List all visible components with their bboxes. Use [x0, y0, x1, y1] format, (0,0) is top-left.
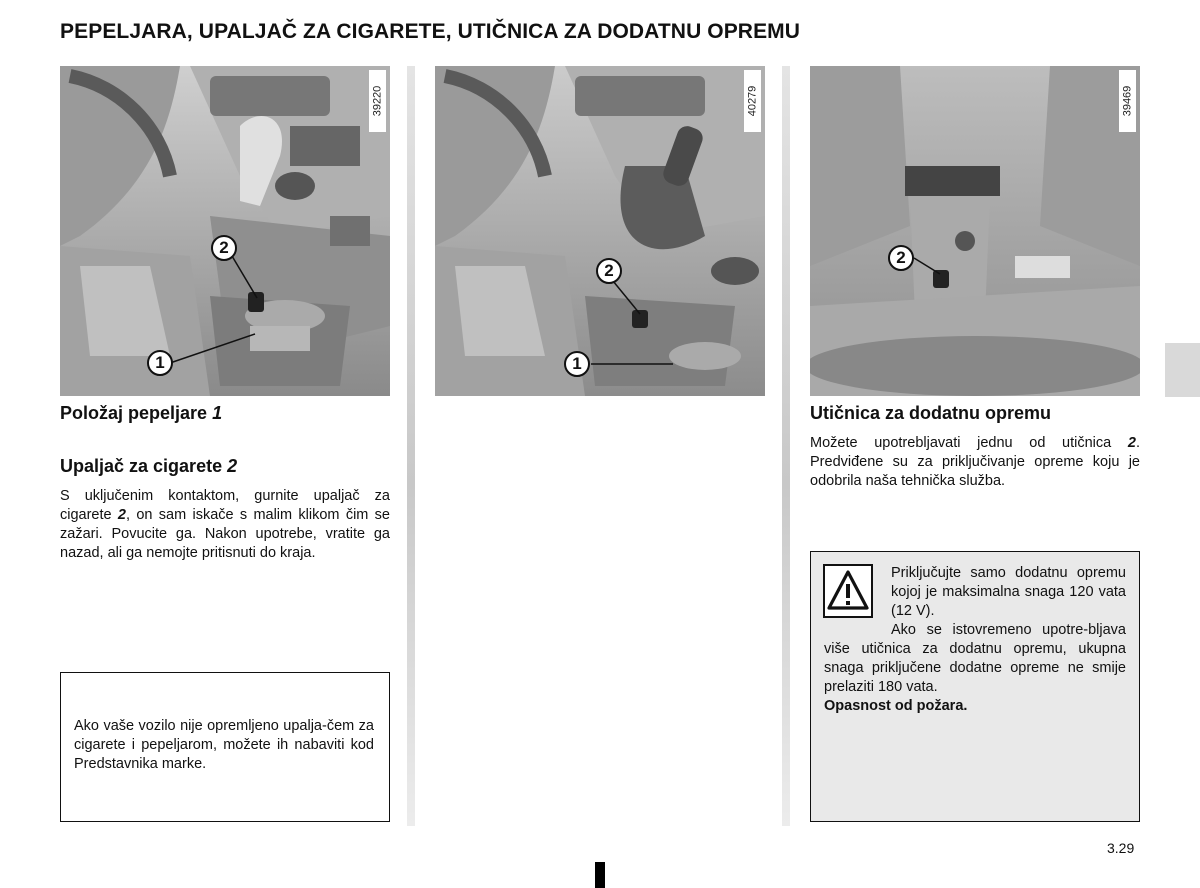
warning-line-1: Priključujte samo dodatnu opremu kojoj je maksimalna snaga 120 vata (12 V).: [891, 565, 1126, 619]
callout-2: 2: [211, 235, 237, 261]
binding-mark: [595, 862, 605, 888]
warning-text: [824, 564, 1126, 716]
note-box: [60, 672, 390, 822]
callout-2: 2: [596, 258, 622, 284]
callout-leader-lines: [60, 66, 390, 396]
note-text: Ako vaše vozilo nije opremljeno upalja-čem za cigarete i pepeljarom, možete ih nabaviti kod Predstavnika marke.: [74, 718, 374, 772]
photo-reference-number: 39220: [369, 70, 386, 132]
page-number: 3.29: [1107, 840, 1135, 856]
lighter-heading: Upaljač za cigarete 2: [60, 456, 238, 476]
socket-description: Možete upotrebljavati jednu od utičnica 2. Predviđene su za priključivanje opreme koju je odobrila naša tehnička služba.: [810, 435, 1141, 489]
callout-leader-lines: [810, 66, 1140, 396]
ashtray-heading: Položaj pepeljare 1: [60, 403, 223, 423]
callout-1: 1: [564, 351, 590, 377]
page-title: PEPELJARA, UPALJAČ ZA CIGARETE, UTIČNICA ZA DODATNU OPREMU: [60, 20, 801, 43]
column-divider: [407, 66, 415, 826]
chapter-side-tab: [1165, 343, 1200, 397]
callout-leader-lines: [435, 66, 765, 396]
callout-1: 1: [147, 350, 173, 376]
socket-heading: Utičnica za dodatnu opremu: [810, 403, 1052, 423]
column-divider: [782, 66, 790, 826]
warning-fire-hazard: Opasnost od požara.: [824, 698, 968, 714]
warning-line-2: Ako se istovremeno upotre-bljava više utičnica za dodatnu opremu, ukupna snaga priključene dodatne opreme ne smije prelaziti 180 vata.: [824, 622, 1126, 695]
photo-reference-number: 40279: [744, 70, 761, 132]
callout-2: 2: [888, 245, 914, 271]
lighter-instructions: S uključenim kontaktom, gurnite upaljač za cigarete 2, on sam iskače s malim klikom čim se zažari. Povucite ga. Nakon upotrebe, vratite ga nazad, ali ga nemojte pritisnuti do kraja.: [60, 488, 390, 561]
photo-reference-number: 39469: [1119, 70, 1136, 132]
warning-box: [810, 551, 1140, 822]
